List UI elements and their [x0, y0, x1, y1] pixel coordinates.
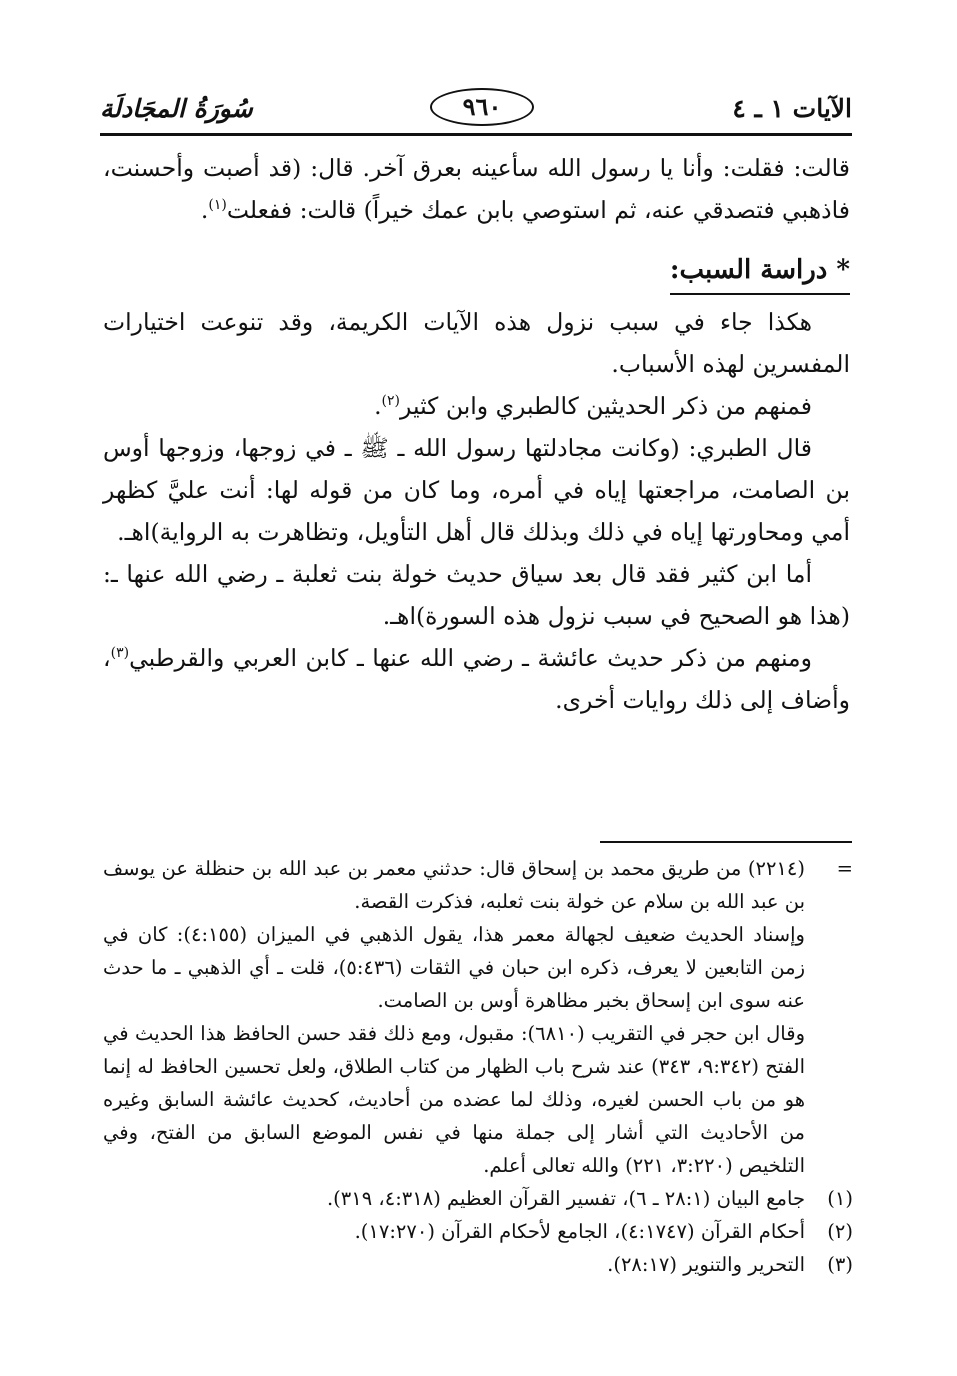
section-heading: * دراسة السبب:	[670, 249, 850, 295]
footnote-separator	[600, 841, 852, 843]
footnote-text: جامع البيان (٢٨:١ ـ ٦)، تفسير القرآن العظيم (٤:٣١٨، ٣١٩).	[326, 1187, 805, 1210]
paragraph-6: ومنهم من ذكر حديث عائشة ـ رضي الله عنها ـ كابن العربي والقرطبي$^{(٣)}$، وأضاف إلى ذلك روايات أخرى.	[103, 644, 850, 714]
footnote-number: (١)	[827, 1187, 853, 1210]
paragraph-4: قال الطبري: (وكانت مجادلتها رسول الله ـ ﷺ ـ في زوجها، وزوجها أوس بن الصامت، مراجعتها إياه في أمره، وما كان من قوله لها: أنت عليَّ كظهر أمي ومحاورتها إياه في ذلك وبذلك قال أهل التأويل، وتظاهرت به الرواية)اهـ.	[103, 434, 850, 546]
page-number: ٩٦٠	[430, 88, 534, 126]
surah-name: سُورَةُ المجَادلَة	[100, 94, 253, 123]
section-heading-wrap	[103, 249, 850, 295]
footnote-continuation	[103, 852, 853, 1182]
main-text	[103, 147, 850, 721]
footnote-ref-2: (٢)	[381, 393, 401, 410]
continuation-marker: =	[836, 857, 853, 880]
footnote-ref-1: (١)	[208, 197, 227, 214]
header-rule	[100, 133, 852, 136]
footnote-number: (٢)	[827, 1220, 853, 1243]
footnote-text: التحرير والتنوير (٢٨:١٧).	[607, 1253, 805, 1276]
footnote-3	[103, 1248, 853, 1281]
footnotes	[103, 852, 853, 1281]
footnote-ref-3: (٣)	[110, 645, 130, 662]
page-header	[100, 88, 852, 130]
paragraph-3: فمنهم من ذكر الحديثين كالطبري وابن كثير$^{(٢)}$.	[374, 392, 812, 420]
footnote-cont-paragraph-2: وإسناد الحديث ضعيف لجهالة معمر هذا، يقول الذهبي في الميزان (٤:١٥٥): كان في زمن التابعين لا يعرف، ذكره ابن حبان في الثقات (٥:٤٣٦)، قلت ـ أي الذهبي ـ ما حدث عنه سوى ابن إسحاق بخبر مظاهرة أوس بن الصامت.	[103, 923, 806, 1012]
footnote-number: (٣)	[827, 1253, 853, 1276]
footnote-text: أحكام القرآن (٤:١٧٤٧)، الجامع لأحكام القرآن (١٧:٢٧٠).	[354, 1220, 805, 1243]
paragraph-1: قالت: فقلت: وأنا يا رسول الله سأعينه بعرق آخر. قال: (قد أصبت وأحسنت، فاذهبي فتصدقي عنه، ثم استوصي بابن عمك خيراً) قالت: ففعلت$^{(١)}$.	[103, 154, 850, 224]
footnote-2	[103, 1215, 853, 1248]
paragraph-2: هكذا جاء في سبب نزول هذه الآيات الكريمة، وقد تنوعت اختيارات المفسرين لهذه الأسباب.	[103, 308, 850, 378]
footnote-cont-paragraph-1: (٢٢١٤) من طريق محمد بن إسحاق قال: حدثني معمر بن عبد الله بن حنظلة عن يوسف بن عبد الله بن سلام عن خولة بنت ثعلبه، فذكرت القصة.	[103, 857, 805, 913]
paragraph-5: أما ابن كثير فقد قال بعد سياق حديث خولة بنت ثعلبة ـ رضي الله عنها ـ: (هذا هو الصحيح في سبب نزول هذه السورة)اهـ.	[103, 560, 850, 630]
verses-range: الآيات ١ ـ ٤	[732, 94, 852, 123]
footnote-1	[103, 1182, 853, 1215]
footnote-cont-paragraph-3: وقال ابن حجر في التقريب (٦٨١٠): مقبول، ومع ذلك فقد حسن الحافظ هذا الحديث في الفتح (٩:٣٤٢، ٣٤٣) عند شرح باب الظهار من كتاب الطلاق، ولعل تحسين الحافظ له إنما هو من باب الحسن لغيره، وذلك لما عضده من أحاديث، كحديث عائشة السابق وغيره من الأحاديث التي أشار إلى جملة منها في نفس الموضع السابق من الفتح، وفي التلخيص (٣:٢٢٠، ٢٢١) والله تعالى أعلم.	[103, 1022, 805, 1177]
